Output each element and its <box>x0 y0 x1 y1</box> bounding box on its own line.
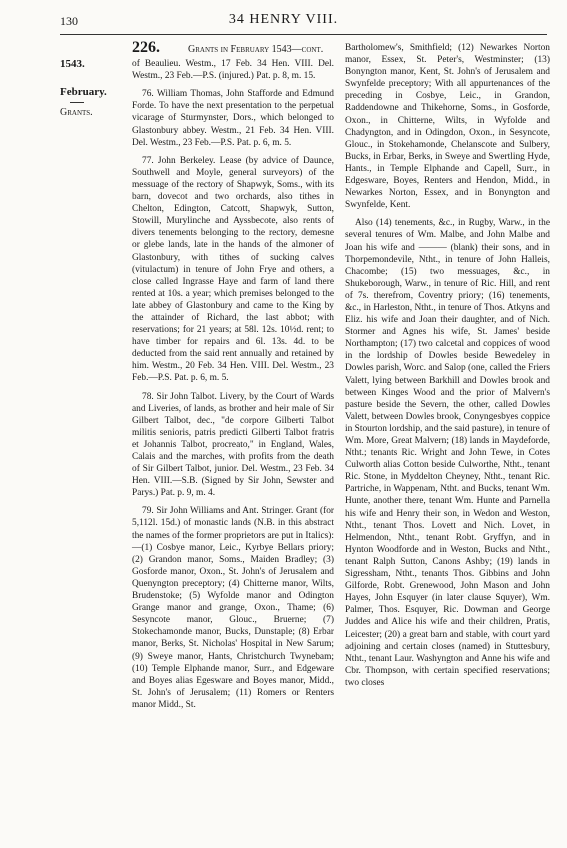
section-heading <box>132 39 334 56</box>
paragraph: 78. Sir John Talbot. Livery, by the Court of Wards and Liveries, of lands, as brother and heir male of Sir Gilbert Talbot, dec., "de corpore Gilberti Talbot militis senioris, patris predicti Gilberti Talbot fratris et Johannis Talbot, procreato," in England, Wales, Calais and the marches, with profits from the death of Sir Gilbert Talbot, junior. Del. Westm., 23 Feb. 34 Hen. VIII.—S.B. (Signed by Sir John, Sewster and Parys.) Pat. p. 9, m. 4. <box>132 391 334 499</box>
margin-notes <box>60 58 120 118</box>
header-rule <box>60 34 547 35</box>
right-column <box>345 42 550 695</box>
section-number: 226. <box>132 39 160 56</box>
section-title: Grants in February 1543—cont. <box>188 44 324 55</box>
watermark-stamp <box>533 120 567 660</box>
running-head: 34 HENRY VIII. <box>228 12 339 27</box>
margin-month: February. <box>60 86 107 98</box>
paragraph: 76. William Thomas, John Stafforde and Edmund Forde. To have the next presentation to the perpetual vicarage of Sturmynster, Dors., which belonged to Glastonbury abbey. Westm., 21 Feb. 34 Hen. VIII. Del. Westm., 23 Feb.—P.S. Pat. p. 6, m. 5. <box>132 89 334 148</box>
margin-year: 1543. <box>60 58 85 70</box>
left-column <box>132 39 334 717</box>
paragraph: of Beaulieu. Westm., 17 Feb. 34 Hen. VIII. Del. Westm., 23 Feb.—P.S. (injured.) Pat. p. 8, m. 15. <box>132 59 334 82</box>
page-number: 130 <box>60 14 78 28</box>
margin-category: Grants. <box>60 107 93 118</box>
margin-dash <box>70 102 84 103</box>
paragraph: 79. Sir John Williams and Ant. Stringer. Grant (for 5,112l. 15d.) of monastic lands (N.B. in this abstract the names of the former proprietors are put in Italics):—(1) Cosbye manor, Leic., Kyrbye Bellars priory; (2) Grandon manor, Soms., Maiden Bradley; (3) Gosforde manor, Oxon., St. John's of Jerusalem and Quenyngton preceptory; (4) Chitterne manor, Wilts, Brudenstoke; (5) Wyfolde manor and Odington Grange manor and grange, Oxon., Thame; (6) Sesyncote manor, Glouc., Bruerne; (7) Stokechamonde manor, Bucks, Dunstaple; (8) Erbar manor, Berks, St. Nicholas' Hospital in New Sarum; (9) Sweye manor, Hants, Christchurch Twynebam; (10) Temple Elphande manor, Surr., and Edgeware and Boyes alias Egesware and Boyes manor, Midd., St. John's of Jerusalem; (11) Romers or Renters manor Midd., St. <box>132 506 334 710</box>
paragraph: Also (14) tenements, &c., in Rugby, Warw., in the several tenures of Wm. Malbe, and John Malbe and Joan his wife and ——— (blank) their sons, and in Thorpemondevile, Ntht., in tenure of John Halleis, Chacombe; (15) two messuages, &c., in Shukeborough, Warw., in tenure of Ric. Hill, and rent of 7s. therefrom, Coventry priory; (16) tenements, &c., in Harleston, Ntht., in tenure of Thos. Atkyns and Eliz. his wife and Joan their daughter, and of Nich. Stormer and Agnes his wife, St. James' beside Northampton; (17) two calcetal and coppices of wood in the lordship of Dowles beside Bewedeley in Dowles parish, Worc. and Salop (one, called the Friers Valett, lying between Barkhill and Dowles brook and between Kinges Wood and the prior of Malvern's pasture beside the Severn, the other, called Dowles Valett, between Dowles brook, Conyngesbyes coppice in Stourton lordship, and the said pasture), in tenure of Wm. More, Great Malvern; (18) lands in Maydeforde, Ntht.; tenants Ric. Wright and John Tewe, in Cotes Culworth alias Cotton beside Culworthe, Ntht., tenant Ric. Stone, in Myddelton Cheyney, Ntht., tenant Ric. Partriche, in Wappenam, Ntht. and Bucks, tenant Wm. Hunte, another there, tenant Wm. Hunte and Parnella his wife and Henry their son, in Wedon and Weston, Ntht., tenant Thos. Lovett and Nich. Lovet, in Helmendon, Ntht., tenant Robt. Gryffyn, and in Hynton Woodforde and in Weston, Bucks and Ntht., tenant Ralph Sutton, Canons Ashby; (19) lands in Sigressham, Ntht., tenants Thos. Gibbins and John Gilforde, Robt. Grenewood, John Mason and John Hayes, John Esquyer (in later clause Squyer), Wm. Palmer, Thos. Esquyer, Ric. Dowman and George Juddes and Alice his wife and their children, Pratis, Leicester; (20) a great barn and stable, with court yard adjoining and certain closes (named) in Stuttesbury, Ntht., tenant Laur. Washyngton and Anne his wife and Cbr. Thompson, with certain specified reservations; two closes <box>345 218 550 688</box>
paragraph: 77. John Berkeley. Lease (by advice of Daunce, Southwell and Moyle, general surveyors) of the messuage of the rectory of Shapwyk, Soms., with its barn, dovecot and two orchards, also tithes in Chelton, Edington, Catcott, Shapwyk, Sutton, Stowill, Murylinche and Ayssbecote, also rents of divers tenements belonging to the rectory, demesne or glebe lands, late in the hands of the almoner of Glastonbury, with tithes of sucking calves (vitulactum) in tenure of John Frye and others, a close called Ingrasse Haye and farm of land there rented at 10s. a year; which premises belonged to the late abbey of Glastonbury and came to the King by the attainder of Richard, the last abbot; with reservations; for 21 years; at 58l. 12s. 10½d. rent; to have timber for repairs and 6l. 13s. 4d. to be deducted from the said rent annually and retained by him. Westm., 20 Feb. 34 Hen. VIII. Del. Westm., 23 Feb.—P.S. Pat. p. 6, m. 5. <box>132 155 334 384</box>
paragraph: Bartholomew's, Smithfield; (12) Newarkes Norton manor, Essex, St. Peter's, Westminster; (13) Bonyngton manor, Kent, St. John's of Jerusalem and Swynfelde preceptory; With all appurtenances of the preceding in Cosbye, Leic., in Grandon, Raddendowne and Thikehorne, Soms., in Gosforde, Oxon., in Chitterne, Wilts, in Wyfolde and Chadyngton, and in Odingdon, Oxon., in Sesyncote, Glouc., in Stokehamonde, Chelanscote and Sulbery, Bucks, in Erbar, Berks, in Sweye and Swertling Hyde, Hants., in Temple Elphande and Capell, Surr., in Edgesware, Boyes, Renters and Hendon, Midd., in Newarkes Norton, Essex, and in Bonyngton and Swynfelde, Kent. <box>345 43 550 211</box>
